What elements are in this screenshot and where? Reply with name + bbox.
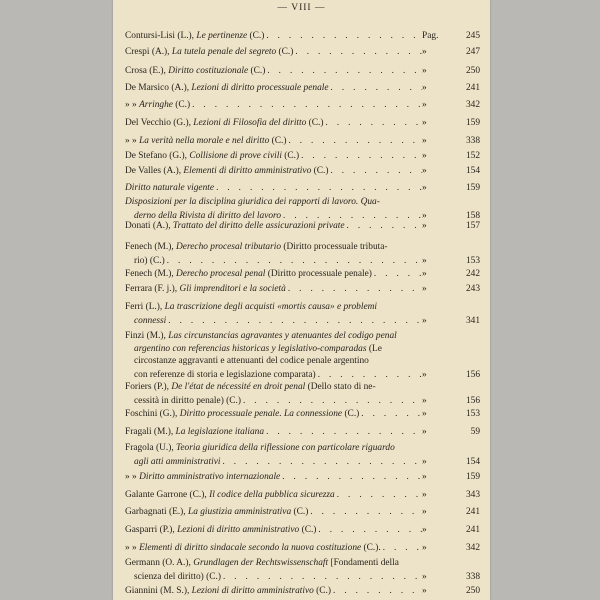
index-entry [125, 488, 480, 501]
entry-note: circostanze aggravanti e attenuanti del codice penale argentino [134, 356, 369, 367]
entry-text [134, 343, 382, 356]
page-number: 154 [465, 456, 480, 467]
entry-author: Ferri (L.), [125, 302, 165, 312]
dot-leader [264, 425, 422, 438]
index-entry [125, 98, 480, 111]
entry-line [125, 355, 480, 368]
entry-note: (C.) [313, 586, 332, 596]
entry-text [125, 268, 372, 281]
page-reference [422, 395, 480, 408]
entry-line [125, 241, 480, 254]
entry-line [125, 425, 480, 438]
index-page [113, 0, 490, 600]
entry-author: Crespi (A.), [125, 47, 172, 57]
entry-line [125, 488, 480, 501]
entry-title: Collisione di prove civili [189, 151, 282, 161]
page-prefix: » [422, 183, 427, 193]
index-entry [125, 81, 480, 94]
entry-title: Lezioni di diritto processuale penale [191, 83, 329, 93]
entry-note: scienza del diritto) (C.) [134, 571, 221, 582]
entry-line [125, 381, 480, 394]
entry-text [125, 489, 335, 502]
page-prefix: » [422, 586, 427, 596]
entry-title: Elementi di diritto amministrativo [183, 166, 312, 176]
entry-title: Le pertinenze [196, 31, 248, 41]
entry-title: Teoria giuridica della riflessione con particolare riguardo [176, 443, 395, 453]
dot-leader [372, 267, 422, 280]
page-prefix: » [422, 166, 427, 176]
entry-text [125, 117, 324, 130]
entry-text [125, 557, 399, 570]
page-reference [422, 426, 480, 439]
page-number: 338 [465, 136, 480, 146]
entry-title: Diritto amministrativo internazionale [139, 472, 281, 482]
page-prefix: » [422, 284, 427, 294]
entry-note: (C.) [269, 136, 287, 146]
page-reference [422, 165, 480, 178]
page-number: 159 [465, 118, 480, 128]
dot-leader [241, 394, 422, 407]
entry-text [125, 220, 345, 233]
page-reference [422, 471, 480, 484]
page-reference [422, 220, 480, 233]
entry-title: Gli imprenditori e la società [179, 284, 286, 294]
entry-line [125, 254, 480, 267]
dot-leader [286, 134, 422, 147]
entry-note: (C.) [276, 47, 294, 57]
entry-text [125, 585, 331, 598]
entry-author: Fenech (M.), [125, 242, 177, 252]
entry-text [125, 381, 376, 394]
page-prefix: » [422, 525, 427, 535]
entry-title: La tutela penale del segreto [171, 47, 277, 57]
entry-text [125, 542, 381, 555]
entry-note: (C.) [342, 409, 360, 419]
page-reference [422, 489, 480, 502]
page-number: 241 [465, 83, 480, 93]
entry-note: (C.) [248, 66, 266, 76]
dot-leader [280, 470, 422, 483]
entry-text [125, 135, 286, 148]
index-entry [125, 425, 480, 438]
index-entry [125, 116, 480, 129]
entry-text [125, 442, 395, 455]
index-entry [125, 442, 480, 467]
page-number: 341 [465, 315, 480, 326]
entry-author: Ferrara (F. j.), [125, 284, 180, 294]
entry-note: (C.) [291, 507, 309, 517]
page-header: — VIII — [277, 3, 326, 13]
entry-note: (C.) [299, 525, 317, 535]
page-reference [422, 283, 480, 296]
entry-note: (Diritto processuale tributa- [281, 242, 388, 252]
entry-text [125, 408, 359, 421]
page-prefix: » [422, 409, 427, 419]
entry-line [125, 470, 480, 483]
dot-leader [324, 116, 422, 129]
dot-leader [316, 368, 422, 381]
entry-author: Donati (A.), [125, 221, 173, 231]
index-entry [125, 330, 480, 380]
entry-line [125, 267, 480, 280]
entry-author: » » [125, 543, 140, 553]
page-number: 152 [465, 151, 480, 161]
page-number: 342 [465, 100, 480, 110]
page-reference [422, 82, 480, 95]
entry-note: [Fondamenti della [328, 558, 399, 568]
dot-leader [286, 282, 422, 295]
page-reference [422, 30, 480, 43]
entry-author: Foschini (G.), [125, 409, 180, 419]
page-reference [422, 524, 480, 537]
page-reference [422, 506, 480, 519]
entry-author: Garbagnati (E.), [125, 507, 188, 517]
page-reference [422, 585, 480, 598]
entry-line [125, 134, 480, 147]
page-reference [422, 315, 480, 328]
entry-line [125, 557, 480, 570]
entry-line [125, 330, 480, 343]
entry-note: (C.). [361, 543, 381, 553]
entry-author: Del Vecchio (G.), [125, 118, 194, 128]
entry-title: connessi [134, 315, 167, 326]
entry-text [134, 315, 166, 328]
page-prefix: » [422, 369, 427, 380]
entry-note: (C.) [172, 100, 191, 110]
page-prefix: » [422, 507, 427, 517]
page-prefix: » [422, 83, 427, 93]
page-prefix: » [422, 66, 427, 76]
index-entry [125, 523, 480, 536]
entry-title: La giustizia amministrativa [188, 507, 292, 517]
index-entry [125, 149, 480, 162]
entry-text [125, 196, 380, 209]
entry-line [125, 98, 480, 111]
index-entry [125, 241, 480, 266]
entry-title: Diritto costituzionale [168, 66, 249, 76]
page-number: 338 [465, 571, 480, 582]
page-number: 245 [465, 31, 480, 41]
entry-text [134, 395, 241, 408]
page-number: 59 [470, 427, 480, 437]
index-entry [125, 134, 480, 147]
entry-line [125, 343, 480, 356]
entry-line [125, 282, 480, 295]
page-reference [422, 117, 480, 130]
page-number: 247 [465, 47, 480, 57]
page-number: 153 [465, 255, 480, 266]
page-number: 154 [465, 166, 480, 176]
entry-text [125, 150, 299, 163]
entry-title: Lezioni di diritto amministrativo [177, 525, 300, 535]
index-entry [125, 64, 480, 77]
index-entry [125, 282, 480, 295]
entry-note: (Diritto processuale penale) [265, 269, 372, 279]
entry-note: con referenze di storia e legislazione comparata) [134, 369, 316, 380]
entry-title: derno della Rivista di diritto del lavoro [134, 210, 282, 221]
dot-leader [345, 219, 422, 232]
entry-author: Giannini (M. S.), [125, 586, 192, 596]
dot-leader [264, 29, 422, 42]
index-entry [125, 584, 480, 597]
entry-author: Germann (O. A.), [125, 558, 194, 568]
page-number: 242 [465, 269, 480, 279]
index-entry [125, 557, 480, 582]
entry-line [125, 442, 480, 455]
entry-line [125, 45, 480, 58]
dot-leader [329, 81, 422, 94]
page-number: 156 [465, 369, 480, 380]
page-prefix: » [422, 100, 427, 110]
entry-text [134, 456, 220, 469]
page-prefix: » [422, 118, 427, 128]
entry-text [125, 165, 328, 178]
entry-title: Las circunstancias agravantes y atenuantes del codigo penal [168, 331, 397, 341]
index-entry [125, 407, 480, 420]
entry-text [125, 82, 329, 95]
entry-title: Trattato del diritto delle assicurazioni private [172, 221, 345, 231]
entry-title: La verità nella morale e nel diritto [139, 136, 270, 146]
entry-title: De l'état de nécessité en droit penal [171, 382, 306, 392]
entry-text [125, 426, 264, 439]
page-reference [422, 182, 480, 195]
entry-line [125, 314, 480, 327]
dot-leader [328, 164, 422, 177]
page-number: 157 [465, 221, 480, 231]
page-reference [422, 150, 480, 163]
entry-title: Lezioni di Filosofia del diritto [193, 118, 307, 128]
entry-line [125, 219, 480, 232]
index-entry [125, 541, 480, 554]
entry-line [125, 181, 480, 194]
entry-line [125, 301, 480, 314]
page-prefix: » [422, 151, 427, 161]
page-prefix: » [422, 427, 427, 437]
dot-leader [293, 45, 422, 58]
entry-title: Grundlagen der Rechtswissenschaft [193, 558, 329, 568]
dot-leader [220, 455, 422, 468]
entry-line [125, 584, 480, 597]
entry-text [125, 65, 265, 78]
entry-line [125, 29, 480, 42]
page-reference [422, 65, 480, 78]
entry-title: Il codice della pubblica sicurezza [209, 490, 335, 500]
entry-title: Diritto naturale vigente [125, 183, 215, 193]
dot-leader [166, 314, 422, 327]
dot-leader [359, 407, 422, 420]
page-number: 159 [465, 183, 480, 193]
entry-note: (C.) [306, 118, 324, 128]
entry-title: Derecho procesal penal [176, 269, 266, 279]
dot-leader [308, 505, 422, 518]
page-reference [422, 135, 480, 148]
entry-line [125, 81, 480, 94]
index-entry [125, 381, 480, 406]
entry-title: La legislazione italiana [175, 427, 265, 437]
index-entry [125, 45, 480, 58]
entry-note: (C.) [247, 31, 265, 41]
dot-leader [265, 64, 422, 77]
entry-title: Diritto processuale penale. La connessione [179, 409, 343, 419]
page-prefix: » [422, 315, 427, 326]
dot-leader [190, 98, 422, 111]
page-prefix: Pag. [422, 31, 439, 41]
entry-text [125, 182, 214, 195]
entry-note: (Le [366, 343, 382, 354]
entry-text [125, 524, 316, 537]
page-number: 250 [465, 66, 480, 76]
entry-text [125, 330, 397, 343]
entry-title: Elementi di diritto sindacale secondo la nuova costituzione [139, 543, 362, 553]
dot-leader [165, 254, 422, 267]
page-reference [422, 542, 480, 555]
entry-line [125, 368, 480, 381]
entry-author: Fenech (M.), [125, 269, 177, 279]
entry-title: argentino con referencias historicas y legislativo-comparadas [134, 343, 367, 354]
dot-leader [214, 181, 422, 194]
entry-line [125, 394, 480, 407]
page-reference [422, 46, 480, 59]
page-number: 243 [465, 284, 480, 294]
entry-line [125, 164, 480, 177]
index-entry [125, 505, 480, 518]
dot-leader [221, 570, 422, 583]
entry-line [125, 523, 480, 536]
page-prefix: » [422, 456, 427, 467]
entry-line [125, 541, 480, 554]
entry-line [125, 149, 480, 162]
entry-text [125, 283, 286, 296]
entry-author: Galante Garrone (C.), [125, 490, 210, 500]
page-prefix: » [422, 255, 427, 266]
entry-author: De Valles (A.), [125, 166, 184, 176]
page-reference [422, 369, 480, 382]
entry-author: » » [125, 472, 140, 482]
entry-author: Contursi-Lisi (L.), [125, 31, 197, 41]
page-prefix: » [422, 543, 427, 553]
page-number: 342 [465, 543, 480, 553]
entry-note: cessità in diritto penale) (C.) [134, 395, 241, 406]
entry-line [125, 407, 480, 420]
page-reference [422, 268, 480, 281]
entry-text [125, 506, 308, 519]
entry-author: » » [125, 100, 140, 110]
entry-title: Lezioni di diritto amministrativo [191, 586, 314, 596]
entry-author: Fragola (U.), [125, 443, 177, 453]
page-number: 159 [465, 472, 480, 482]
entry-author: Crosa (E.), [125, 66, 169, 76]
entry-line [125, 455, 480, 468]
index-entry [125, 267, 480, 280]
page-number: 156 [465, 395, 480, 406]
entry-author: » » [125, 136, 140, 146]
entry-note: (Dello stato di ne- [305, 382, 376, 392]
page-prefix: » [422, 571, 427, 582]
page-number: 241 [465, 507, 480, 517]
entry-author: Foriers (P.), [125, 382, 172, 392]
page-number: 250 [465, 586, 480, 596]
page-reference [422, 571, 480, 584]
index-entry [125, 29, 480, 42]
entry-text [134, 355, 369, 368]
entry-author: Gasparri (P.), [125, 525, 178, 535]
entry-title: La trascrizione degli acquisti «mortis causa» e problemi [164, 302, 377, 312]
entry-text [134, 571, 221, 584]
entry-line [125, 116, 480, 129]
page-prefix: » [422, 221, 427, 231]
entry-author: Finzi (M.), [125, 331, 169, 341]
entry-text [125, 241, 388, 254]
entry-title: agli atti amministrativi [134, 456, 221, 467]
entry-text [134, 369, 316, 382]
page-reference [422, 255, 480, 268]
entry-author: Fragali (M.), [125, 427, 176, 437]
page-prefix: » [422, 395, 427, 406]
dot-leader [381, 541, 422, 554]
entry-text [125, 99, 190, 112]
page-prefix: » [422, 269, 427, 279]
dot-leader [331, 584, 422, 597]
page-reference [422, 408, 480, 421]
entry-title: Disposizioni per la disciplina giuridica dei rapporti di lavoro. Qua- [125, 197, 380, 207]
page-prefix: » [422, 136, 427, 146]
dot-leader [335, 488, 422, 501]
page-reference [422, 99, 480, 112]
entry-line [125, 64, 480, 77]
entry-text [134, 255, 165, 268]
page-number: 158 [465, 210, 480, 221]
index-entry [125, 301, 480, 326]
entry-note: rio) (C.) [134, 255, 165, 266]
index-entry [125, 219, 480, 232]
page-number: 153 [465, 409, 480, 419]
entry-text [125, 471, 280, 484]
entry-title: Arringhe [139, 100, 173, 110]
entry-text [125, 301, 377, 314]
entry-author: De Stefano (G.), [125, 151, 190, 161]
page-reference [422, 456, 480, 469]
index-entry [125, 196, 480, 221]
dot-leader [299, 149, 422, 162]
index-entry [125, 164, 480, 177]
entry-note: (C.) [311, 166, 329, 176]
entry-text [125, 46, 293, 59]
page-number: 241 [465, 525, 480, 535]
page-prefix: » [422, 210, 427, 221]
dot-leader [316, 523, 422, 536]
entry-note: (C.) [281, 151, 300, 161]
entry-title: Derecho procesal tributario [176, 242, 282, 252]
entry-line [125, 505, 480, 518]
entry-text [125, 30, 264, 43]
index-entry [125, 470, 480, 483]
entry-line [125, 196, 480, 209]
entry-author: De Marsico (A.), [125, 83, 192, 93]
index-entry [125, 181, 480, 194]
page-number: 343 [465, 490, 480, 500]
entry-line [125, 570, 480, 583]
page-prefix: » [422, 472, 427, 482]
page-prefix: » [422, 490, 427, 500]
page-prefix: » [422, 47, 427, 57]
